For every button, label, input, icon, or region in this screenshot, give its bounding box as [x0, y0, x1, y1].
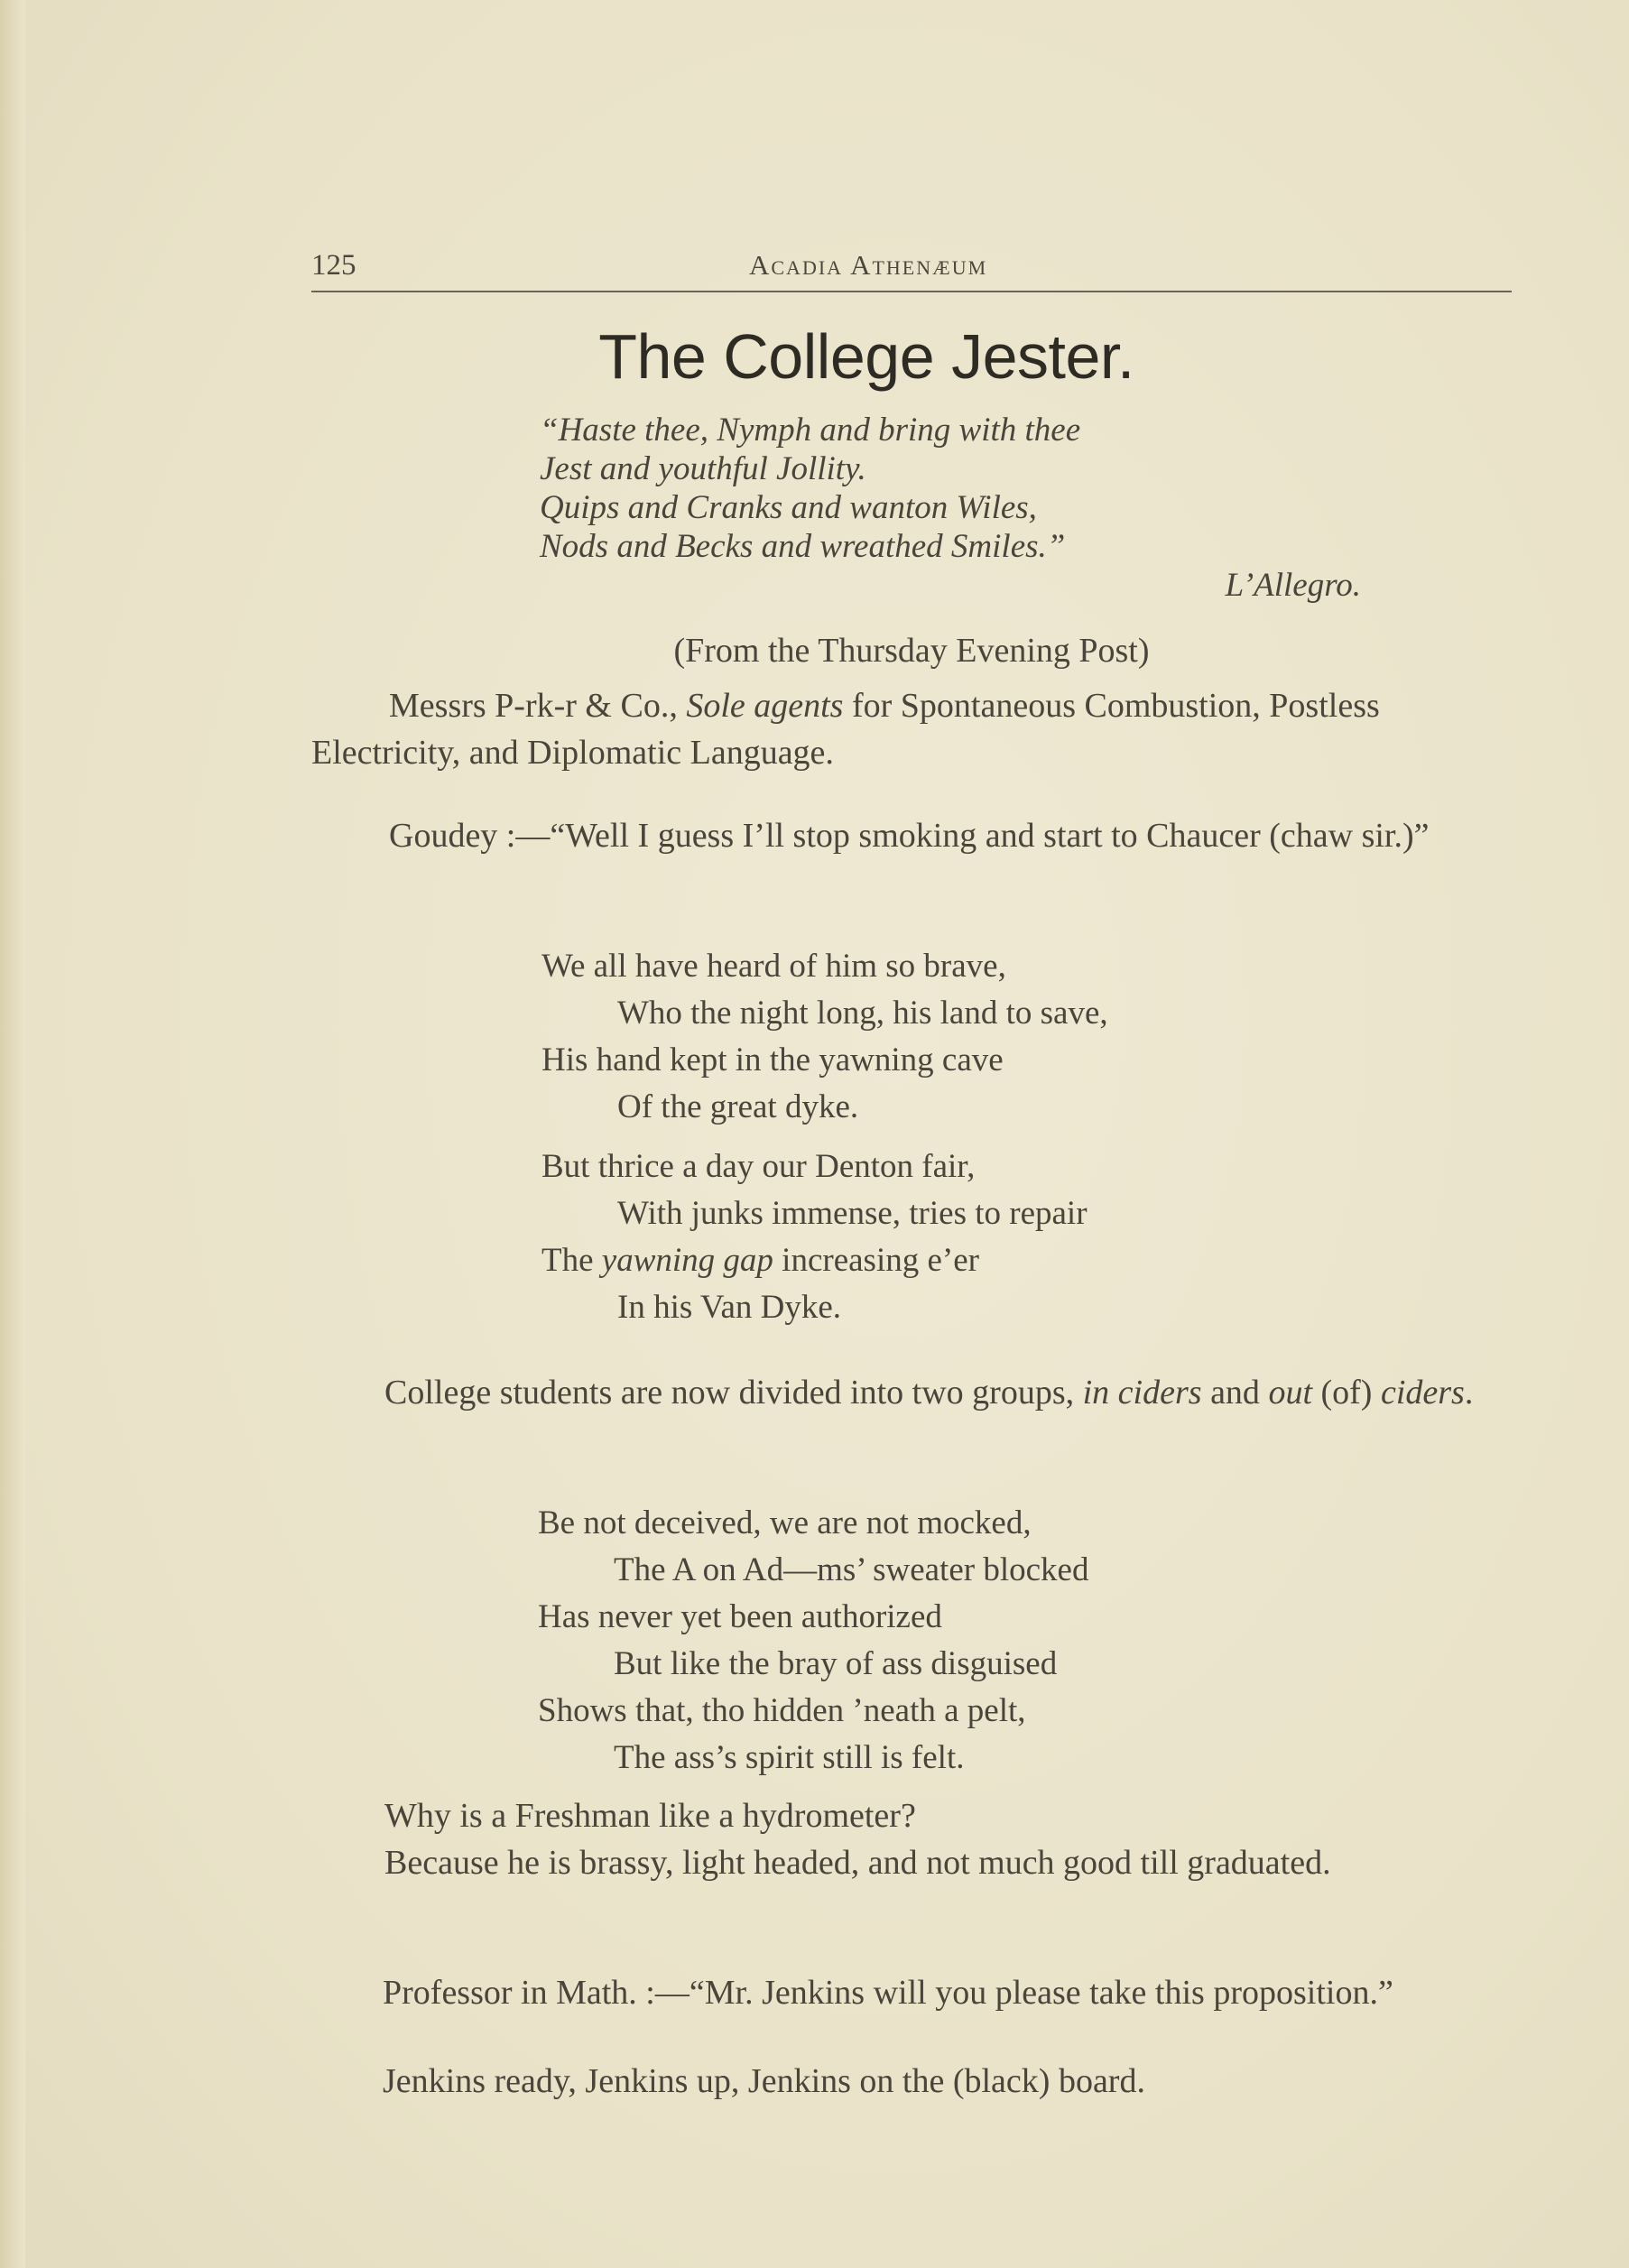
agents-text-pre: Messrs P-rk-r & Co., — [389, 687, 687, 725]
paragraph-ciders — [307, 1369, 1521, 1416]
verse-line: Who the night long, his land to save, — [617, 995, 1108, 1032]
verse-line: We all have heard of him so brave, — [541, 948, 1006, 985]
verse-line: With junks immense, tries to repair — [617, 1195, 1088, 1232]
poem-dyke — [541, 943, 1108, 1331]
agents-italic: Sole agents — [686, 687, 844, 725]
paragraph-professor — [305, 1969, 1519, 2016]
running-header — [311, 245, 1512, 292]
section-title: The College Jester. — [598, 321, 1134, 392]
epigraph-line: Jest and youthful Jollity. — [540, 450, 866, 487]
verse-text: increasing e’er — [773, 1242, 979, 1279]
professor-text: Professor in Math. :—“Mr. Jenkins will you please take this proposition.” — [383, 1974, 1393, 2012]
verse-line: The ass’s spirit still is felt. — [614, 1739, 965, 1776]
paragraph-agents — [311, 682, 1521, 776]
epigraph — [540, 411, 1370, 605]
paragraph-goudey — [311, 812, 1521, 859]
paragraph-riddle-question — [307, 1792, 1521, 1839]
ciders-italic: in ciders — [1082, 1374, 1202, 1412]
riddle-question: Why is a Freshman like a hydrometer? — [384, 1797, 916, 1835]
epigraph-line: Quips and Cranks and wanton Wiles, — [540, 489, 1037, 526]
verse-line: Be not deceived, we are not mocked, — [538, 1504, 1032, 1541]
paragraph-jenkins — [305, 2058, 1519, 2105]
verse-line: Of the great dyke. — [617, 1088, 859, 1125]
verse-line: In his Van Dyke. — [617, 1289, 842, 1326]
paragraph-riddle-answer — [307, 1839, 1521, 1886]
verse-text: The — [541, 1242, 602, 1279]
page-number: 125 — [311, 249, 356, 282]
source-note: (From the Thursday Evening Post) — [673, 632, 1150, 670]
journal-title: Acadia Athenæum — [749, 249, 988, 281]
epigraph-line: “Haste thee, Nymph and bring with thee — [540, 412, 1081, 449]
jenkins-text: Jenkins ready, Jenkins up, Jenkins on the (black) board. — [383, 2062, 1145, 2100]
binding-gutter — [0, 0, 25, 2268]
verse-line: Shows that, tho hidden ’neath a pelt, — [538, 1692, 1026, 1729]
riddle-answer: Because he is brassy, light headed, and not much good till graduated. — [384, 1844, 1331, 1882]
verse-line: But thrice a day our Denton fair, — [541, 1148, 976, 1185]
goudey-text: Goudey :—“Well I guess I’ll stop smoking and start to Chaucer (chaw sir.)” — [389, 817, 1430, 855]
epigraph-attribution: L’Allegro. — [1225, 567, 1361, 604]
verse-line: But like the bray of ass disguised — [614, 1645, 1058, 1682]
verse-line: His hand kept in the yawning cave — [541, 1041, 1004, 1078]
ciders-text: . — [1464, 1374, 1474, 1412]
verse-line: Has never yet been authorized — [538, 1598, 942, 1635]
ciders-italic: ciders — [1380, 1374, 1465, 1412]
agents-text-post: for Spontaneous Combustion, Postless Electricity, and Diplomatic Language. — [311, 687, 1380, 772]
ciders-text: College students are now divided into two groups, — [384, 1374, 1083, 1412]
ciders-text: (of) — [1312, 1374, 1381, 1412]
verse-line: The A on Ad—ms’ sweater blocked — [614, 1551, 1089, 1588]
verse-line — [541, 1237, 1108, 1284]
poem-sweater — [538, 1500, 1088, 1782]
epigraph-line: Nods and Becks and wreathed Smiles.” — [540, 528, 1066, 565]
ciders-italic: out — [1268, 1374, 1312, 1412]
verse-italic: yawning gap — [601, 1242, 773, 1279]
ciders-text: and — [1201, 1374, 1269, 1412]
